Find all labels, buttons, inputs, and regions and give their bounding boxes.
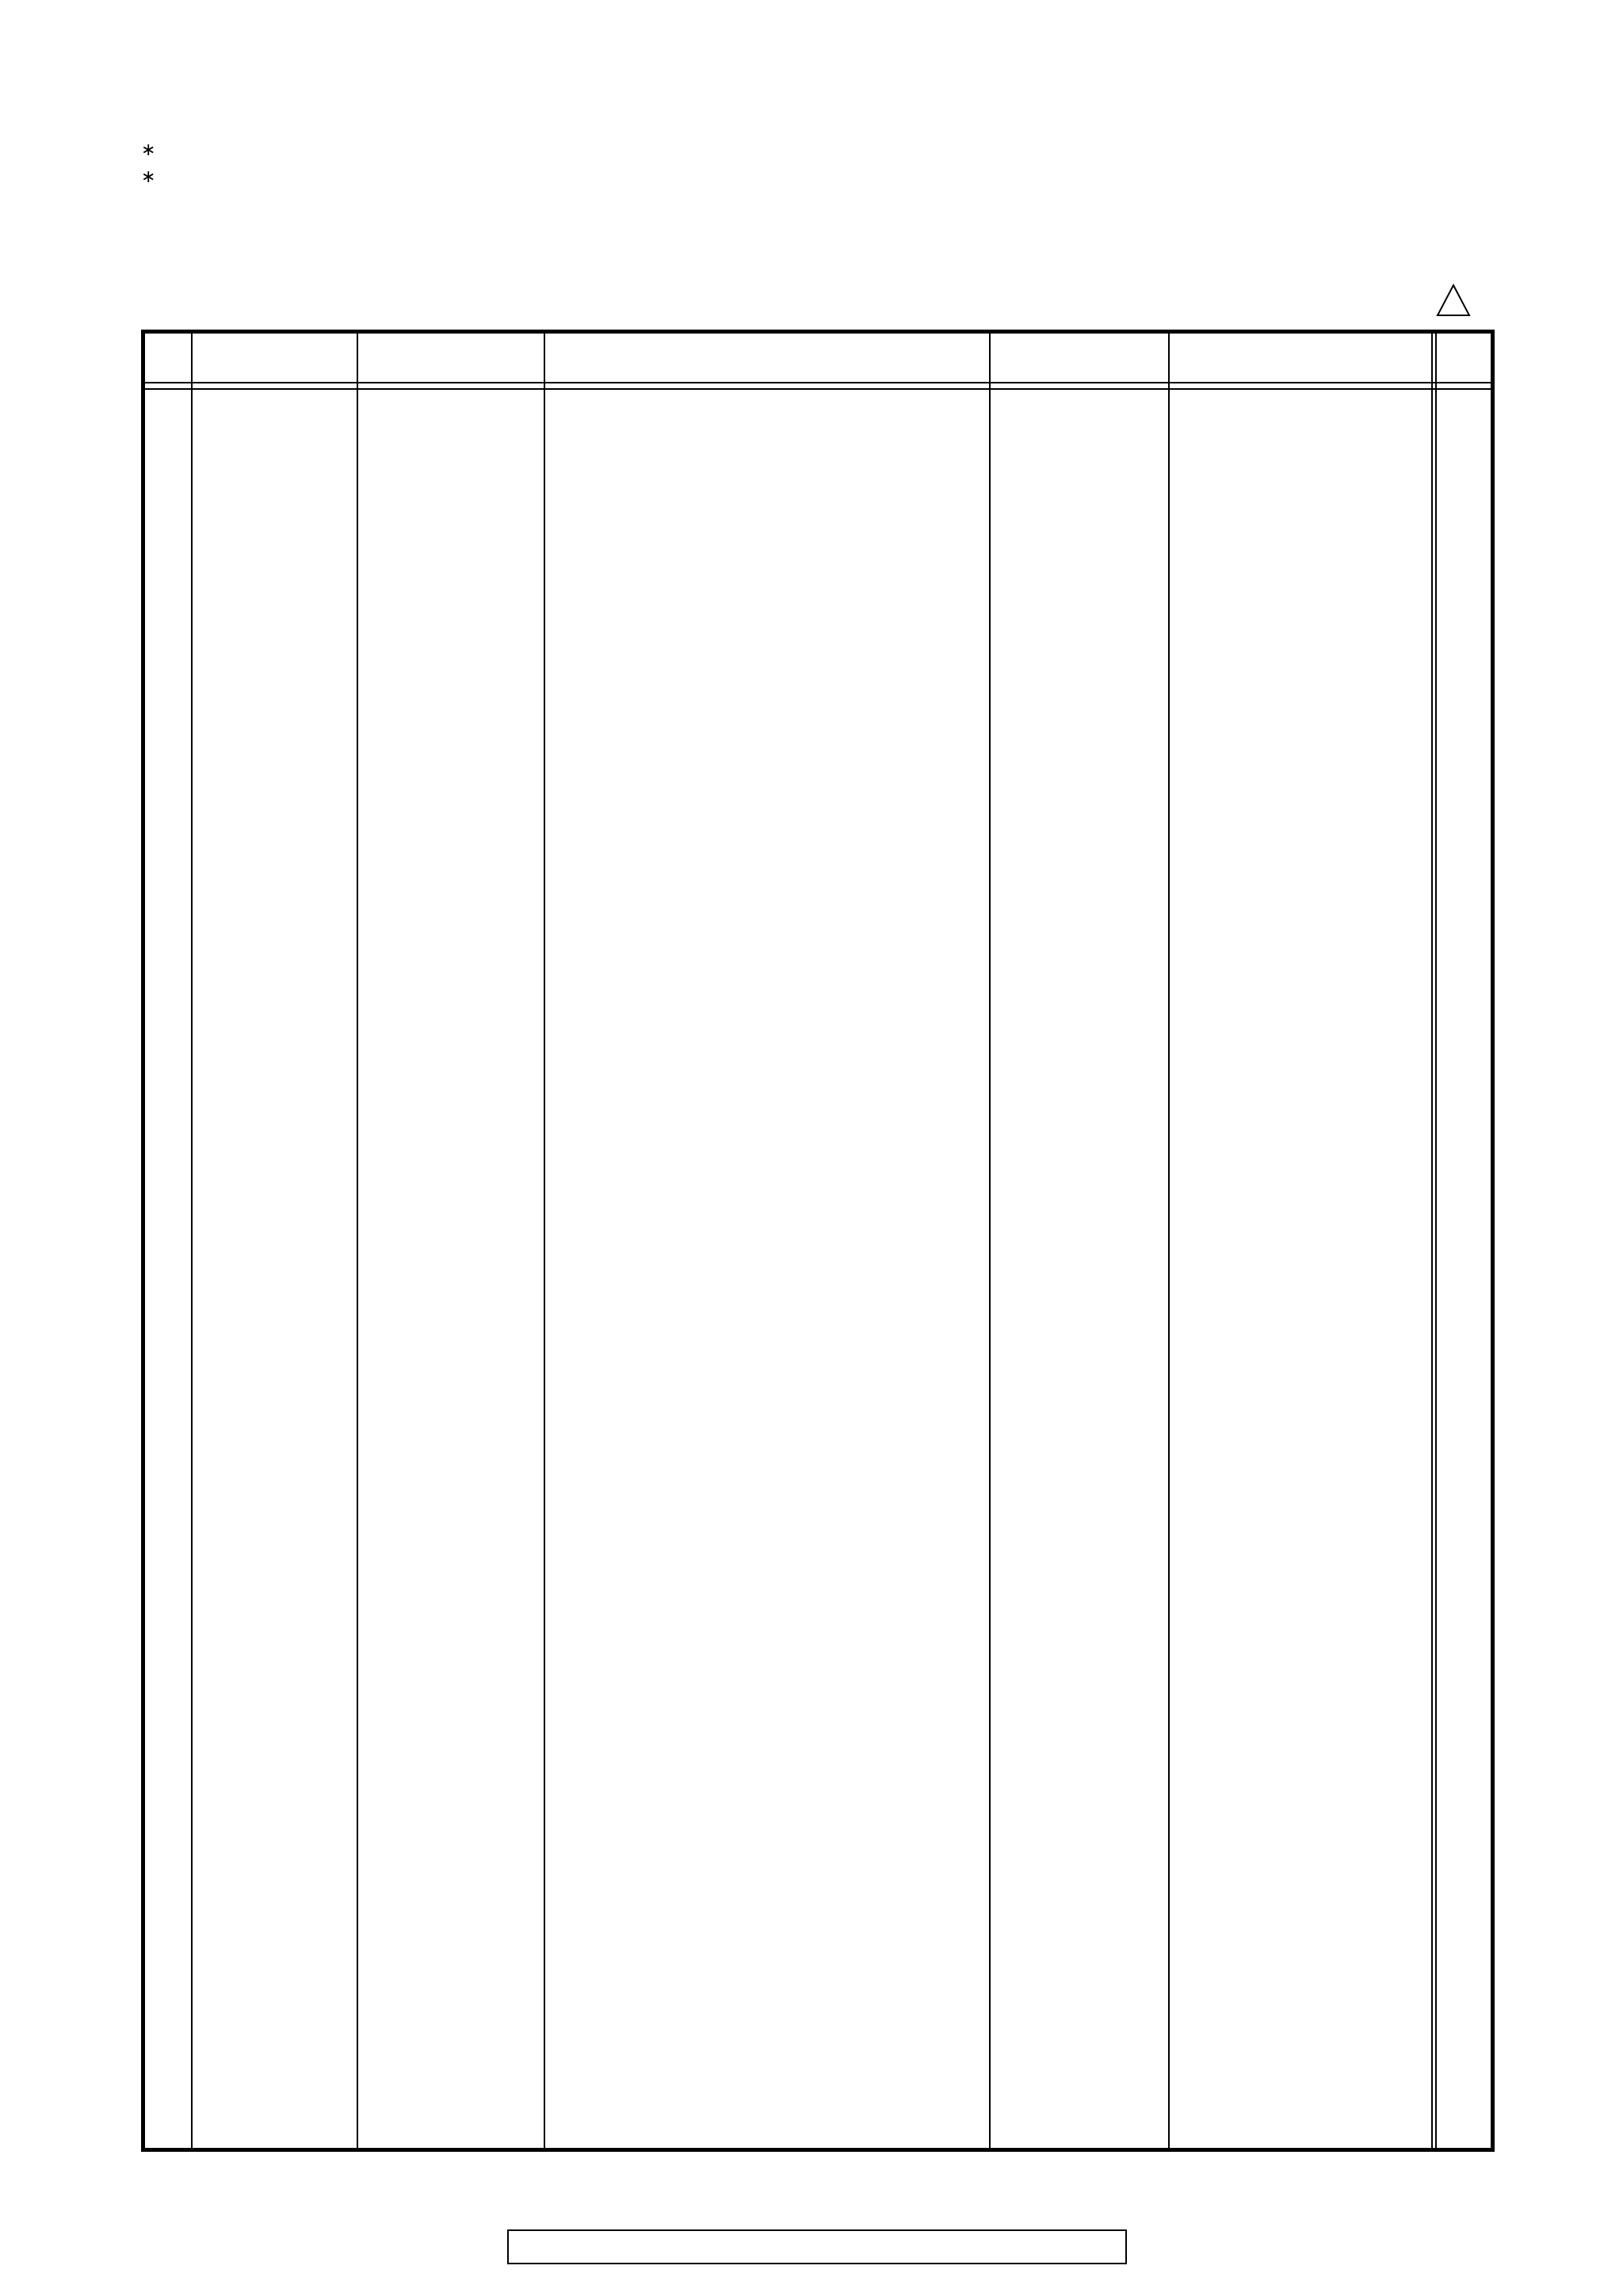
- column-divider: [1435, 334, 1437, 2148]
- header-qty: [1389, 334, 1437, 383]
- revision-triangle-icon: [1436, 284, 1471, 317]
- note-line: ∗: [141, 139, 156, 159]
- note-line: ∗: [141, 166, 156, 186]
- column-divider: [1431, 334, 1433, 2148]
- header-part-no: [357, 334, 544, 383]
- notes: [141, 136, 165, 190]
- header-remarks: [989, 334, 1168, 383]
- hierarchy-tree: [145, 334, 359, 2148]
- column-divider: [1168, 334, 1170, 2148]
- header-part-name: [544, 334, 989, 383]
- model-name: [507, 2229, 1127, 2264]
- column-divider: [989, 334, 991, 2148]
- header-new: [1435, 334, 1495, 383]
- parts-table: [141, 330, 1495, 2152]
- column-divider: [544, 334, 545, 2148]
